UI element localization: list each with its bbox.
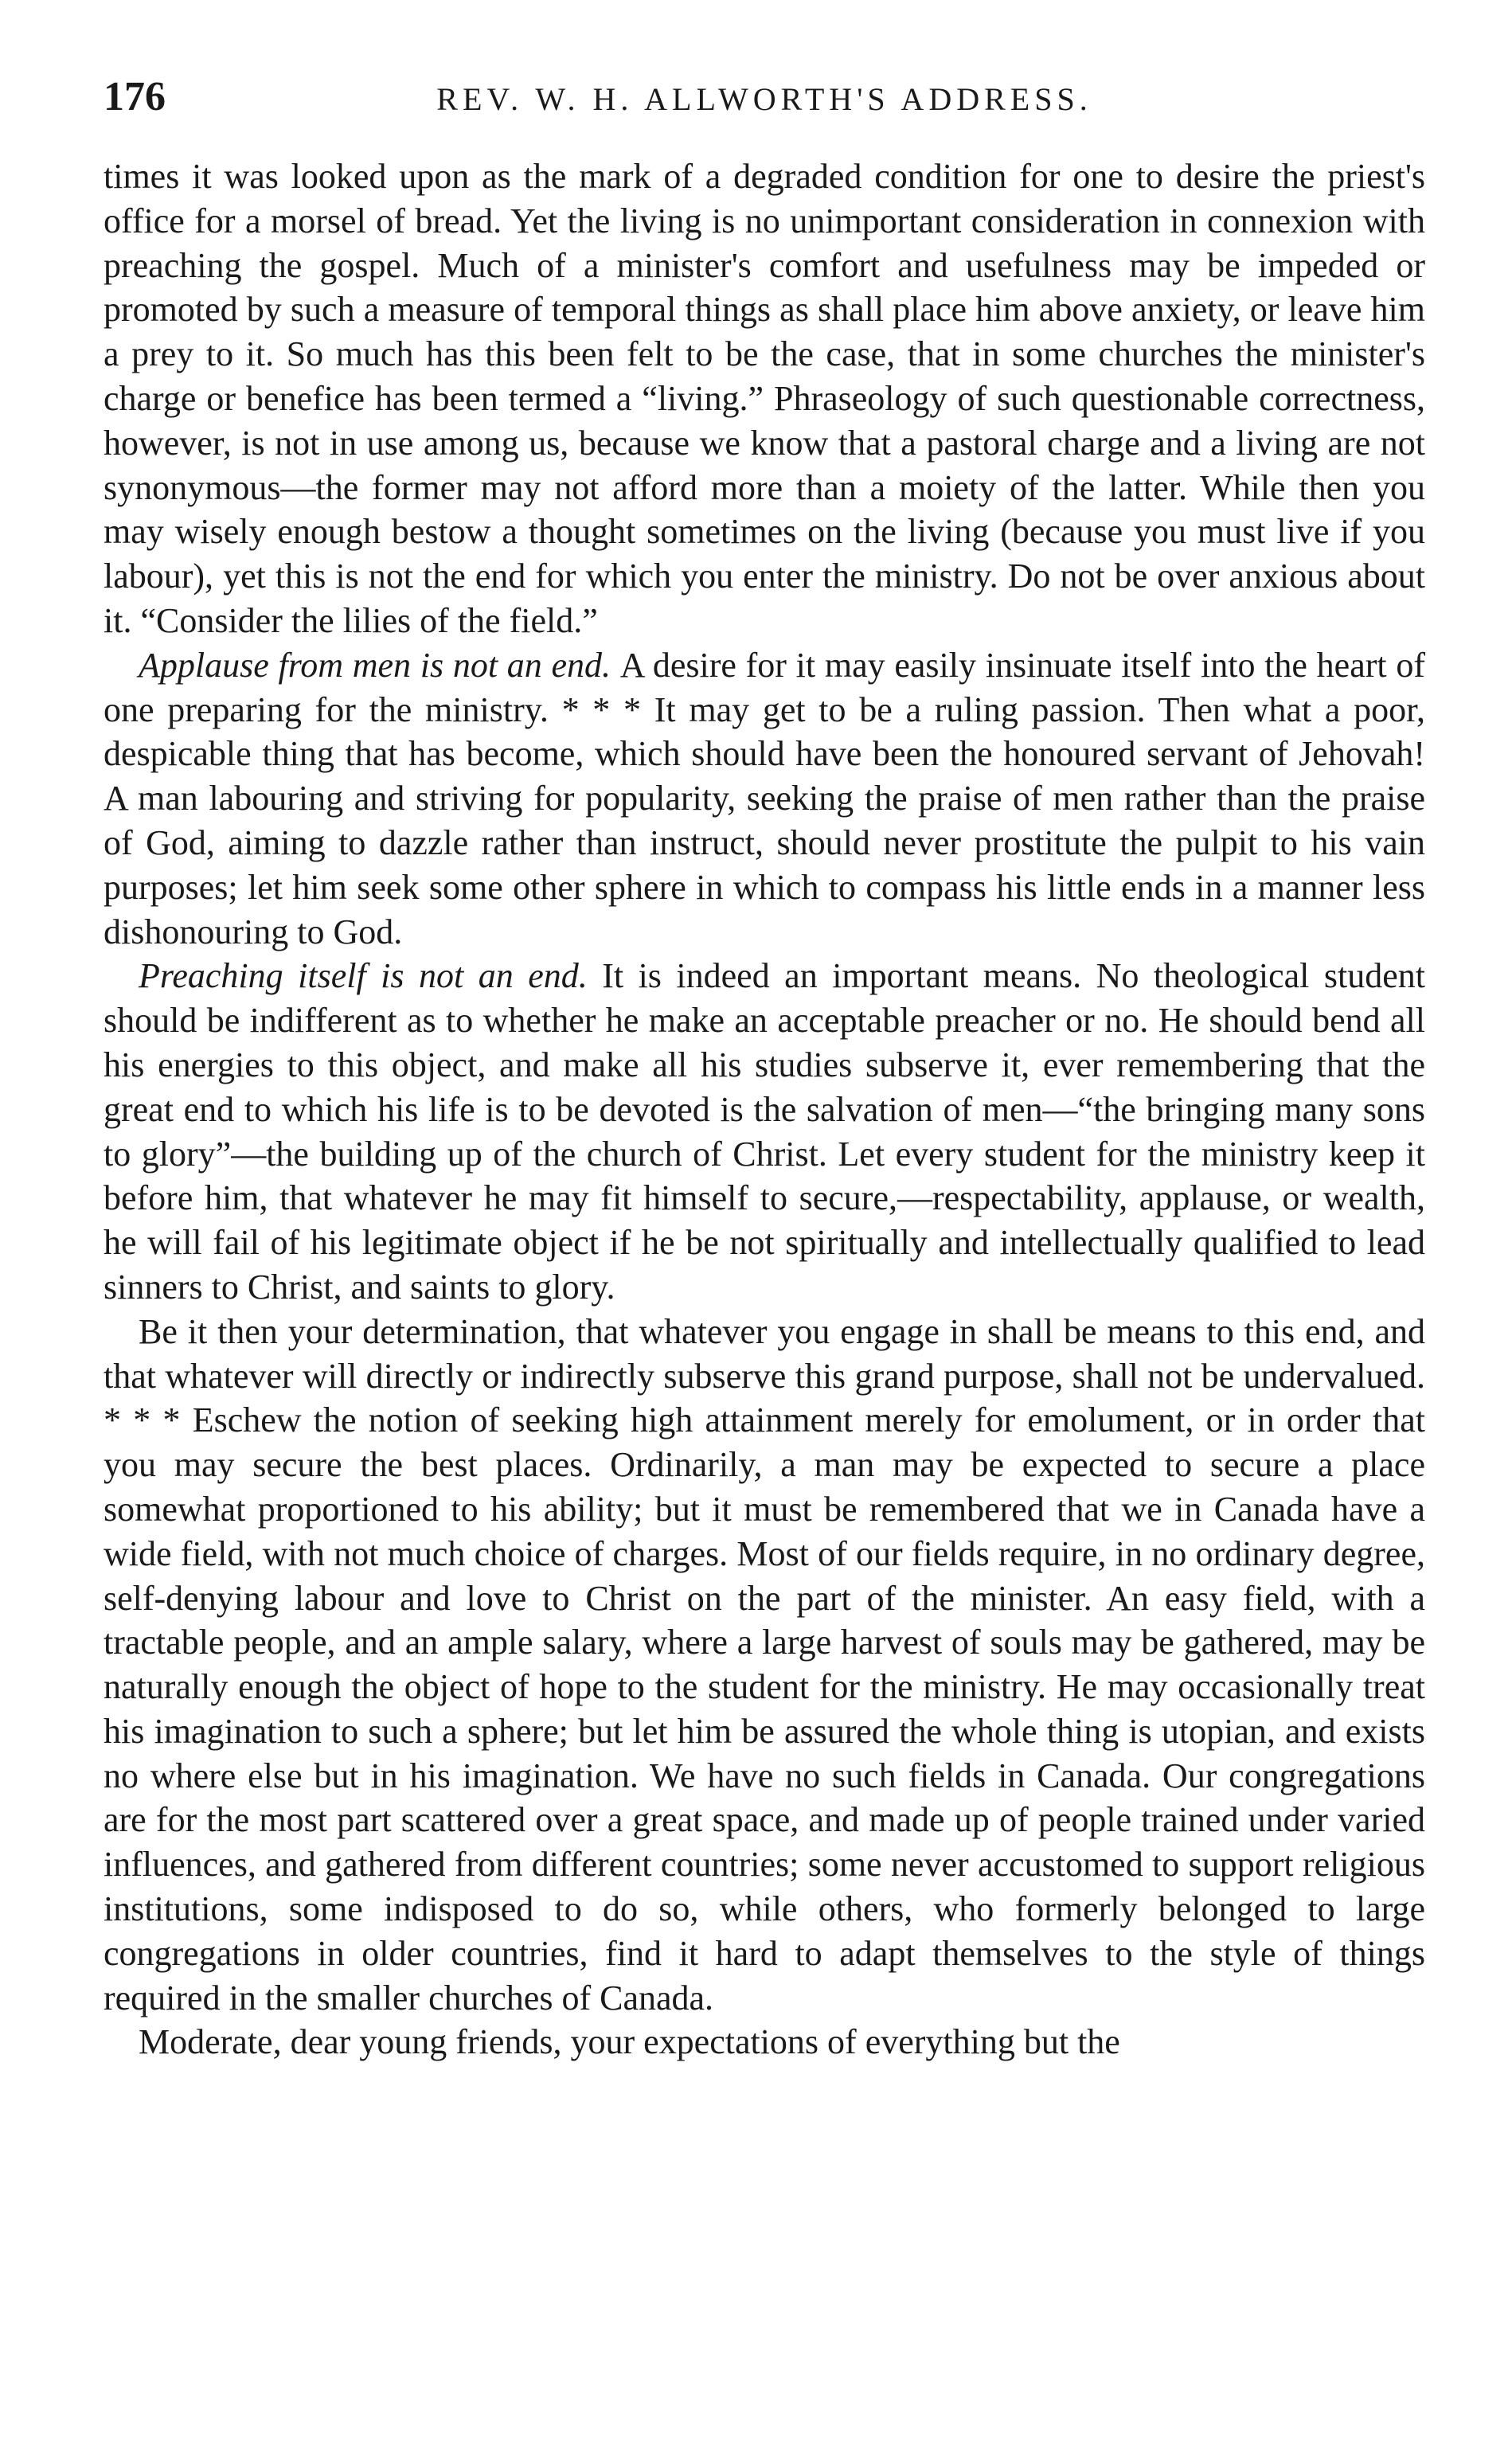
paragraph-2-text: A desire for it may easily insinuate itself into the heart of one preparing for the ministry. * * * It may get to be a ruling passion. Then what a poor, despicable thing that has become, which should have been the honoured servant of Jehovah! A man labouring and striving for popularity, seeking the praise of men rather than the praise of God, aiming to dazzle rather than instruct, should never prostitute the pulpit to his vain purposes; let him seek some other sphere in which to compass his little ends in a manner less dishonouring to God. <box>104 645 1426 951</box>
paragraph-3 <box>104 954 1425 1309</box>
paragraph-1-text: times it was looked upon as the mark of a degraded condition for one to desire the priest's office for a morsel of bread. Yet the living is no unimportant consideration in connexion with preaching the gospel. Much of a minister's comfort and usefulness may be impeded or promoted by such a measure of temporal things as shall place him above anxiety, or leave him a prey to it. So much has this been felt to be the case, that in some churches the minister's charge or benefice has been termed a “living.” Phraseology of such questionable correctness, however, is not in use among us, because we know that a pastoral charge and a living are not synonymous—the former may not afford more than a moiety of the latter. While then you may wisely enough bestow a thought sometimes on the living (because you must live if you labour), yet this is not the end for which you enter the ministry. Do not be over anxious about it. “Consider the lilies of the field.” <box>104 157 1425 640</box>
running-head: REV. W. H. ALLWORTH'S ADDRESS. <box>436 81 1092 117</box>
paragraph-3-heading: Preaching itself is not an end. <box>139 956 603 996</box>
paragraph-5-text: Moderate, dear young friends, your expectations of everything but the <box>139 2022 1120 2062</box>
paragraph-2 <box>104 643 1425 955</box>
paragraph-4-text: Be it then your determination, that whatever you engage in shall be means to this end, and that whatever will directly or indirectly subserve this grand purpose, shall not be undervalued. * * * Eschew the notion of seeking high attainment merely for emolument, or in order that you may secure the best places. Ordinarily, a man may be expected to secure a place somewhat proportioned to his ability; but it must be remembered that we in Canada have a wide field, with not much choice of charges. Most of our fields require, in no ordinary degree, self-denying labour and love to Christ on the part of the minister. An easy field, with a tractable people, and an ample salary, where a large harvest of souls may be gathered, may be naturally enough the object of hope to the student for the ministry. He may occasionally treat his imagination to such a sphere; but let him be assured the whole thing is utopian, and exists no where else but in his imagination. We have no such fields in Canada. Our congregations are for the most part scattered over a great space, and made up of people trained under varied influences, and gathered from different countries; some never accustomed to support religious institutions, some indisposed to do so, while others, who formerly belonged to large congregations in older countries, find it hard to adapt themselves to the style of things required in the smaller churches of Canada. <box>104 1311 1425 2017</box>
paragraph-3-text: It is indeed an important means. No theological student should be indifferent as to whether he make an acceptable preacher or no. He should bend all his energies to this object, and make all his studies subserve it, ever remembering that the great end to which his life is to be devoted is the salvation of men—“the bringing many sons to glory”—the building up of the church of Christ. Let every student for the ministry keep it before him, that whatever he may fit himself to secure,—respectability, applause, or wealth, he will fail of his legitimate object if he be not spiritually and intellectually qualified to lead sinners to Christ, and saints to glory. <box>104 956 1425 1307</box>
page-header <box>104 73 1425 145</box>
document-page <box>104 73 1425 2064</box>
paragraph-1 <box>104 154 1425 643</box>
page-number: 176 <box>104 74 166 119</box>
paragraph-4 <box>104 1310 1425 2021</box>
paragraph-5 <box>104 2020 1425 2064</box>
paragraph-2-heading: Applause from men is not an end. <box>139 645 620 685</box>
body-text <box>104 154 1425 2064</box>
